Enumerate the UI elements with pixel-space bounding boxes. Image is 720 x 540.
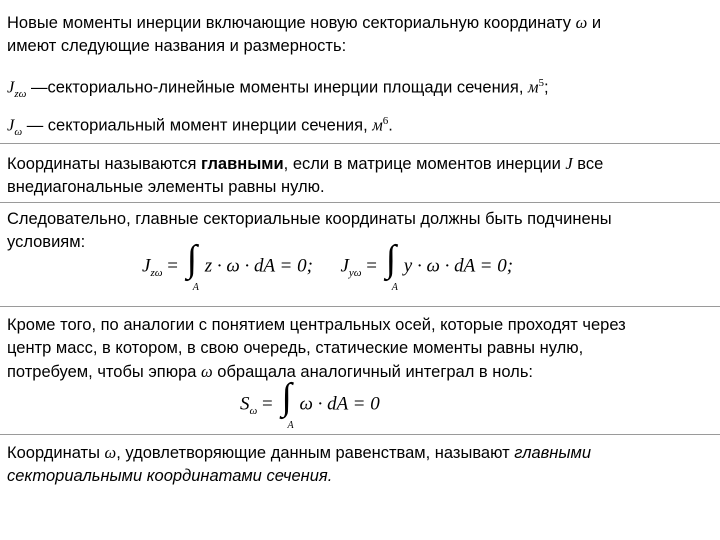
p5-text1: Координаты xyxy=(7,444,105,462)
formula-equals: = xyxy=(361,255,382,277)
section-divider xyxy=(0,143,720,144)
intro-paragraph xyxy=(7,11,712,58)
unit-power: 5 xyxy=(538,77,545,89)
j-symbol: J xyxy=(7,77,15,97)
formula-equals: = xyxy=(162,255,183,277)
p5-italic-term1: главными xyxy=(514,444,592,462)
p2-line2: внедиагональные элементы равны нулю. xyxy=(7,178,325,196)
section-divider xyxy=(0,306,720,307)
p3-line2: условиям: xyxy=(7,233,86,251)
integral-limit: A xyxy=(192,282,199,293)
definition-sectorial-linear xyxy=(7,72,712,106)
orthogonality-formulas xyxy=(142,238,514,293)
definition-text: —секториально-линейные моменты инерции площади сечения, xyxy=(26,78,529,97)
definition-end: . xyxy=(388,116,393,135)
integral-limit: A xyxy=(391,282,398,293)
formula-body-z: z · ω · dA = 0; xyxy=(204,255,313,277)
definition-end: ; xyxy=(544,78,549,97)
omega-symbol: ω xyxy=(201,362,213,381)
formula-j-zomega: J xyxy=(142,255,151,277)
j-matrix-symbol: J xyxy=(565,154,573,173)
p4-line2: центр масс, в котором, в свою очередь, статические моменты равны нулю, xyxy=(7,339,584,357)
intro-text-line1: Новые моменты инерции включающие новую секториальную координату xyxy=(7,14,576,32)
formula-s-sub: ω xyxy=(249,405,258,418)
omega-symbol: ω xyxy=(575,13,588,32)
central-axes-paragraph xyxy=(7,314,712,384)
p2-text3: все xyxy=(572,155,604,173)
conclusion-paragraph xyxy=(7,441,712,488)
formula-body-omega: ω · dA = 0 xyxy=(299,393,380,415)
definition-sectorial xyxy=(7,110,712,144)
formula-s: S xyxy=(240,393,250,415)
unit-symbol: м xyxy=(528,77,539,97)
intro-text-line1-end: и xyxy=(587,14,602,32)
formula-j-yomega: J xyxy=(340,255,349,277)
integral-sign: ∫ A xyxy=(385,238,398,293)
p4-line3a: потребуем, чтобы эпюра xyxy=(7,363,202,381)
p2-text2: , если в матрице моментов инерции xyxy=(283,155,566,173)
definition-text: — секториальный момент инерции сечения, xyxy=(22,116,373,135)
unit-symbol: м xyxy=(372,115,383,135)
formula-body-y: y · ω · dA = 0; xyxy=(403,255,514,277)
p5-text2: , удовлетворяющие данным равенствам, называют xyxy=(116,444,515,462)
main-coordinates-paragraph xyxy=(7,152,712,199)
p2-text1: Координаты называются xyxy=(7,155,201,173)
formula-equals: = xyxy=(257,393,278,415)
j-symbol: J xyxy=(7,115,15,135)
intro-text-line2: имеют следующие названия и размерность: xyxy=(7,37,347,55)
formula-sub-yomega: yω xyxy=(348,267,362,280)
integral-limit: A xyxy=(287,420,294,431)
j-subscript: zω xyxy=(14,87,27,100)
p4-line3b: обращала аналогичный интеграл в ноль: xyxy=(212,363,533,381)
formula-sub-zomega: zω xyxy=(150,267,163,280)
section-divider xyxy=(0,202,720,203)
j-subscript: ω xyxy=(14,125,23,138)
p5-italic-term2: секториальными координатами сечения. xyxy=(7,467,333,485)
section-divider xyxy=(0,434,720,435)
p3-line1: Следовательно, главные секториальные координаты должны быть подчинены xyxy=(7,210,612,228)
omega-symbol: ω xyxy=(104,443,117,462)
p2-bold-term: главными xyxy=(200,155,284,173)
static-moment-formula xyxy=(240,376,380,431)
integral-sign: ∫ A xyxy=(281,376,294,431)
unit-power: 6 xyxy=(382,115,389,127)
conditions-paragraph xyxy=(7,208,712,254)
integral-sign: ∫ A xyxy=(186,238,199,293)
p4-line1: Кроме того, по аналогии с понятием центральных осей, которые проходят через xyxy=(7,316,626,334)
